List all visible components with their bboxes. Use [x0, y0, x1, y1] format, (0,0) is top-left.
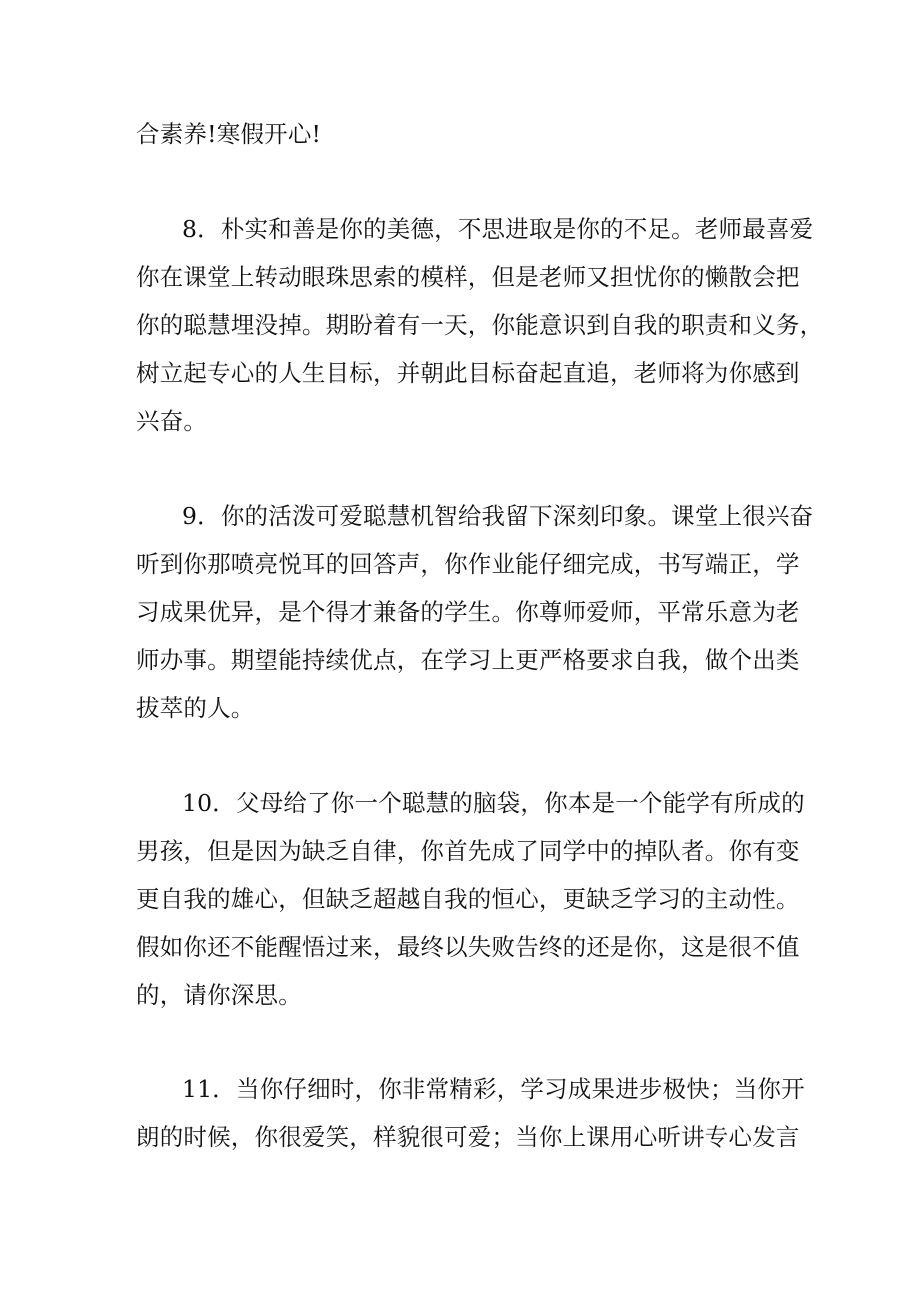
paragraph-9-line-5: 拔萃的人。 — [136, 694, 255, 722]
paragraph-8-line-2: 你在课堂上转动眼珠思索的模样，但是老师又担忧你的懒散会把 — [136, 263, 800, 291]
paragraph-10-line-1: 10．父母给了你一个聪慧的脑袋，你本是一个能学有所成的 — [182, 789, 805, 817]
paragraph-9-line-1: 9．你的活泼可爱聪慧机智给我留下深刻印象。课堂上很兴奋 — [182, 502, 814, 530]
paragraph-8-line-4: 树立起专心的人生目标，并朝此目标奋起直追，老师将为你感到 — [136, 359, 800, 387]
paragraph-8-line-3: 你的聪慧埋没掉。期盼着有一天，你能意识到自我的职责和义务， — [136, 311, 824, 339]
paragraph-continuation-line: 合素养!寒假开心! — [136, 120, 322, 148]
paragraph-9-line-4: 师办事。期望能持续优点，在学习上更严格要求自我，做个出类 — [136, 646, 800, 674]
paragraph-10-line-4: 假如你还不能醒悟过来，最终以失败告终的还是你，这是很不值 — [136, 933, 800, 961]
paragraph-10-line-2: 男孩，但是因为缺乏自律，你首先成了同学中的掉队者。你有变 — [136, 837, 800, 865]
paragraph-10-line-5: 的，请你深思。 — [136, 981, 302, 1009]
paragraph-9-line-2: 听到你那喷亮悦耳的回答声，你作业能仔细完成，书写端正，学 — [136, 550, 800, 578]
paragraph-8-line-5: 兴奋。 — [136, 407, 208, 435]
paragraph-10-line-3: 更自我的雄心，但缺乏超越自我的恒心，更缺乏学习的主动性。 — [136, 885, 800, 913]
paragraph-11-line-2: 朗的时候，你很爱笑，样貌很可爱；当你上课用心听讲专心发言 — [136, 1123, 800, 1151]
paragraph-11-line-1: 11．当你仔细时，你非常精彩，学习成果进步极快；当你开 — [182, 1075, 805, 1103]
paragraph-8-line-1: 8．朴实和善是你的美德，不思进取是你的不足。老师最喜爱 — [182, 215, 814, 243]
paragraph-9-line-3: 习成果优异，是个得才兼备的学生。你尊师爱师，平常乐意为老 — [136, 598, 800, 626]
